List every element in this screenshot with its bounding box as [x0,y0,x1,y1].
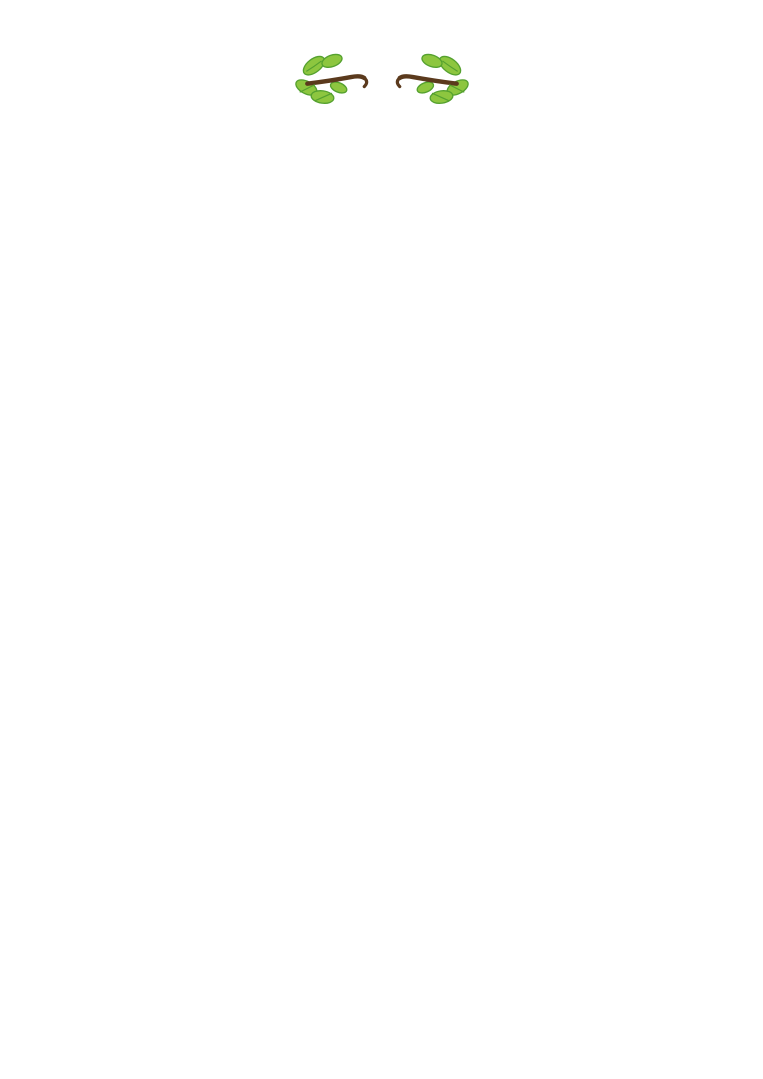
crossword-grid [163,135,658,640]
down-section [390,648,700,670]
across-section [83,648,383,670]
branch-leaves-left-icon [294,49,370,107]
branch-leaves-right-icon [394,49,470,107]
title-banner [0,46,763,110]
